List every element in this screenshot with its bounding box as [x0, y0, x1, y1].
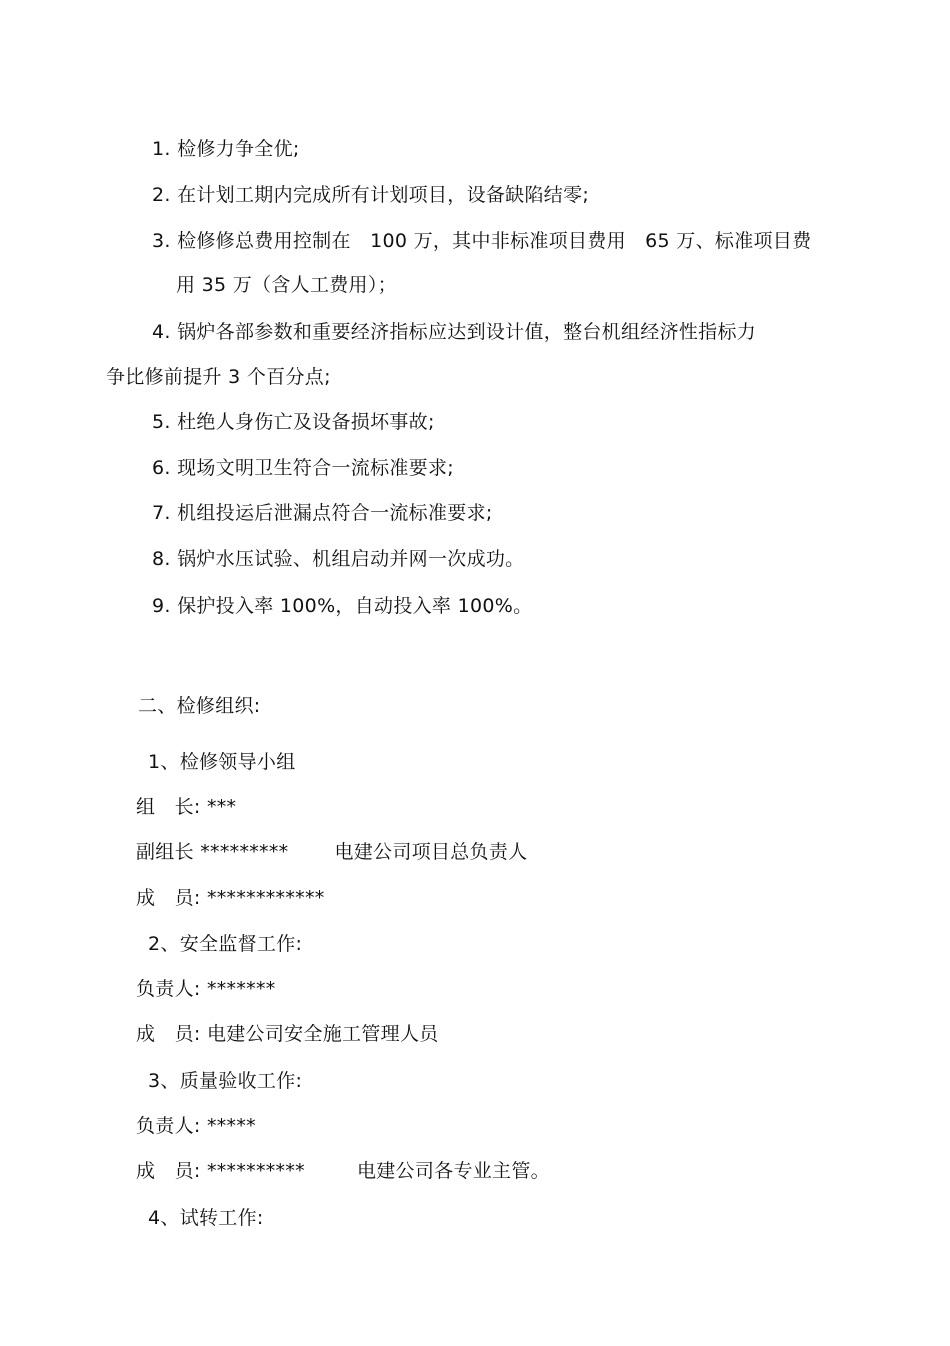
group-2-members: 成 员: 电建公司安全施工管理人员 — [136, 1023, 439, 1045]
group-1-members: 成 员: ************ — [136, 887, 325, 909]
group-4-heading: 4、试转工作: — [148, 1207, 264, 1229]
group-1-deputy-label: 副组长 ********* — [136, 841, 289, 863]
goal-item-6: 6. 现场文明卫生符合一流标准要求; — [152, 457, 454, 479]
group-2-heading: 2、安全监督工作: — [148, 933, 303, 955]
goal-item-1: 1. 检修力争全优; — [152, 138, 300, 160]
goal-item-2: 2. 在计划工期内完成所有计划项目，设备缺陷结零; — [152, 184, 590, 206]
group-1-deputy-desc: 电建公司项目总负责人 — [334, 841, 528, 863]
group-3-owner: 负责人: ***** — [136, 1115, 256, 1137]
group-1-leader: 组 长: *** — [136, 796, 237, 818]
group-1-deputy — [136, 840, 527, 864]
goal-item-9: 9. 保护投入率 100%，自动投入率 100%。 — [152, 595, 533, 617]
group-3-heading: 3、质量验收工作: — [148, 1070, 303, 1092]
group-1-heading: 1、检修领导小组 — [148, 751, 296, 773]
group-2-owner: 负责人: ******* — [136, 978, 276, 1000]
goal-item-3-continued: 用 35 万（含人工费用）； — [176, 274, 397, 296]
group-3-members — [136, 1159, 550, 1183]
section-2-title: 二、检修组织: — [138, 695, 261, 717]
goal-item-7: 7. 机组投运后泄漏点符合一流标准要求; — [152, 502, 493, 524]
goal-item-8: 8. 锅炉水压试验、机组启动并网一次成功。 — [152, 548, 525, 570]
goal-item-4-continued: 争比修前提升 3 个百分点; — [106, 366, 331, 388]
group-3-members-label: 成 员: ********** — [136, 1160, 305, 1182]
goal-item-3: 3. 检修修总费用控制在 100 万，其中非标准项目费用 65 万、标准项目费 — [152, 230, 812, 252]
group-3-members-desc: 电建公司各专业主管。 — [356, 1160, 550, 1182]
goal-item-4: 4. 锅炉各部参数和重要经济指标应达到设计值，整台机组经济性指标力 — [152, 321, 757, 343]
goal-item-5: 5. 杜绝人身伤亡及设备损坏事故; — [152, 411, 435, 433]
